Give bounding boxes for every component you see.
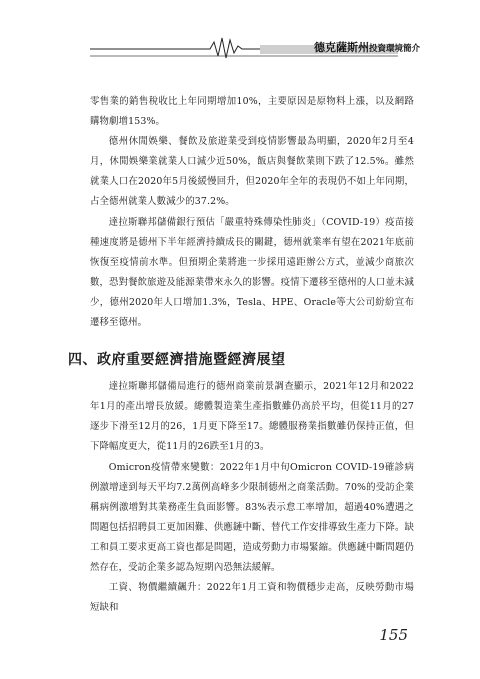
paragraph: 達拉斯聯邦儲備局進行的德州商業前景調查顯示，2021年12月和2022年1月的產出增長放緩。總體製造業生產指數雖仍高於平均，但從11月的27逐步下滑至12月的26，1月更下降至17。總體服務業指數雖仍保持正值，但下降幅度更大，從11月的26跌至1月的3。 — [90, 381, 414, 453]
page-header — [0, 0, 480, 60]
paragraph: 零售業的銷售稅收比上年同期增加10%，主要原因是原物料上漲，以及網路購物劇增153%。 — [90, 96, 414, 128]
header-title-sub: 投資環境簡介 — [368, 44, 420, 54]
paragraph: 德州休閒娛樂、餐飲及旅遊業受到疫情影響最為明顯，2020年2月至4月，休閒娛樂業就業人口減少近50%，飯店與餐飲業則下跌了12.5%。雖然就業人口在2020年5月後緩慢回升，但2020年全年的表現仍不如上年同期，占全德州就業人數減少的37.2%。 — [90, 136, 414, 208]
page-number: 155 — [379, 626, 408, 644]
header-title — [314, 39, 420, 55]
paragraph: 工資、物價繼續飆升：2022年1月工資和物價穩步走高，反映勞動市場短缺和 — [90, 582, 414, 614]
page-content — [68, 92, 414, 618]
paragraph: Omicron疫情帶來變數：2022年1月中旬Omicron COVID-19確診病例激增達到每天平均7.2萬例高峰多少限制德州之商業活動。70%的受訪企業稱病例激增對其業務產生負面影響。83%表示怠工率增加，超過40%遭遇之問題包括招聘員工更加困難、供應鏈中斷、替代工作安排導致生產力下降。缺工和員工要求更高工資也都是問題，造成勞動力市場緊縮。供應鏈中斷問題仍然存在，受訪企業多認為短期內恐無法緩解。 — [90, 461, 414, 573]
header-title-main: 德克薩斯州 — [313, 41, 369, 54]
section-heading: 四、政府重要經濟措施暨經濟展望 — [68, 352, 286, 369]
paragraph: 達拉斯聯邦儲備銀行預估「嚴重特殊傳染性肺炎」（COVID-19）疫苗接種速度將是德州下半年經濟持續成長的關鍵，德州就業率有望在2021年底前恢復至疫情前水準。但預期企業將進一步採用遠距辦公方式，並減少商旅次數，恐對餐飲旅遊及能源業帶來永久的影響。疫情下遷移至德州的人口並未減少，德州2020年人口增加1.3%，Tesla、HPE、Oracle等大公司紛紛宣布遷移至德州。 — [90, 216, 414, 329]
